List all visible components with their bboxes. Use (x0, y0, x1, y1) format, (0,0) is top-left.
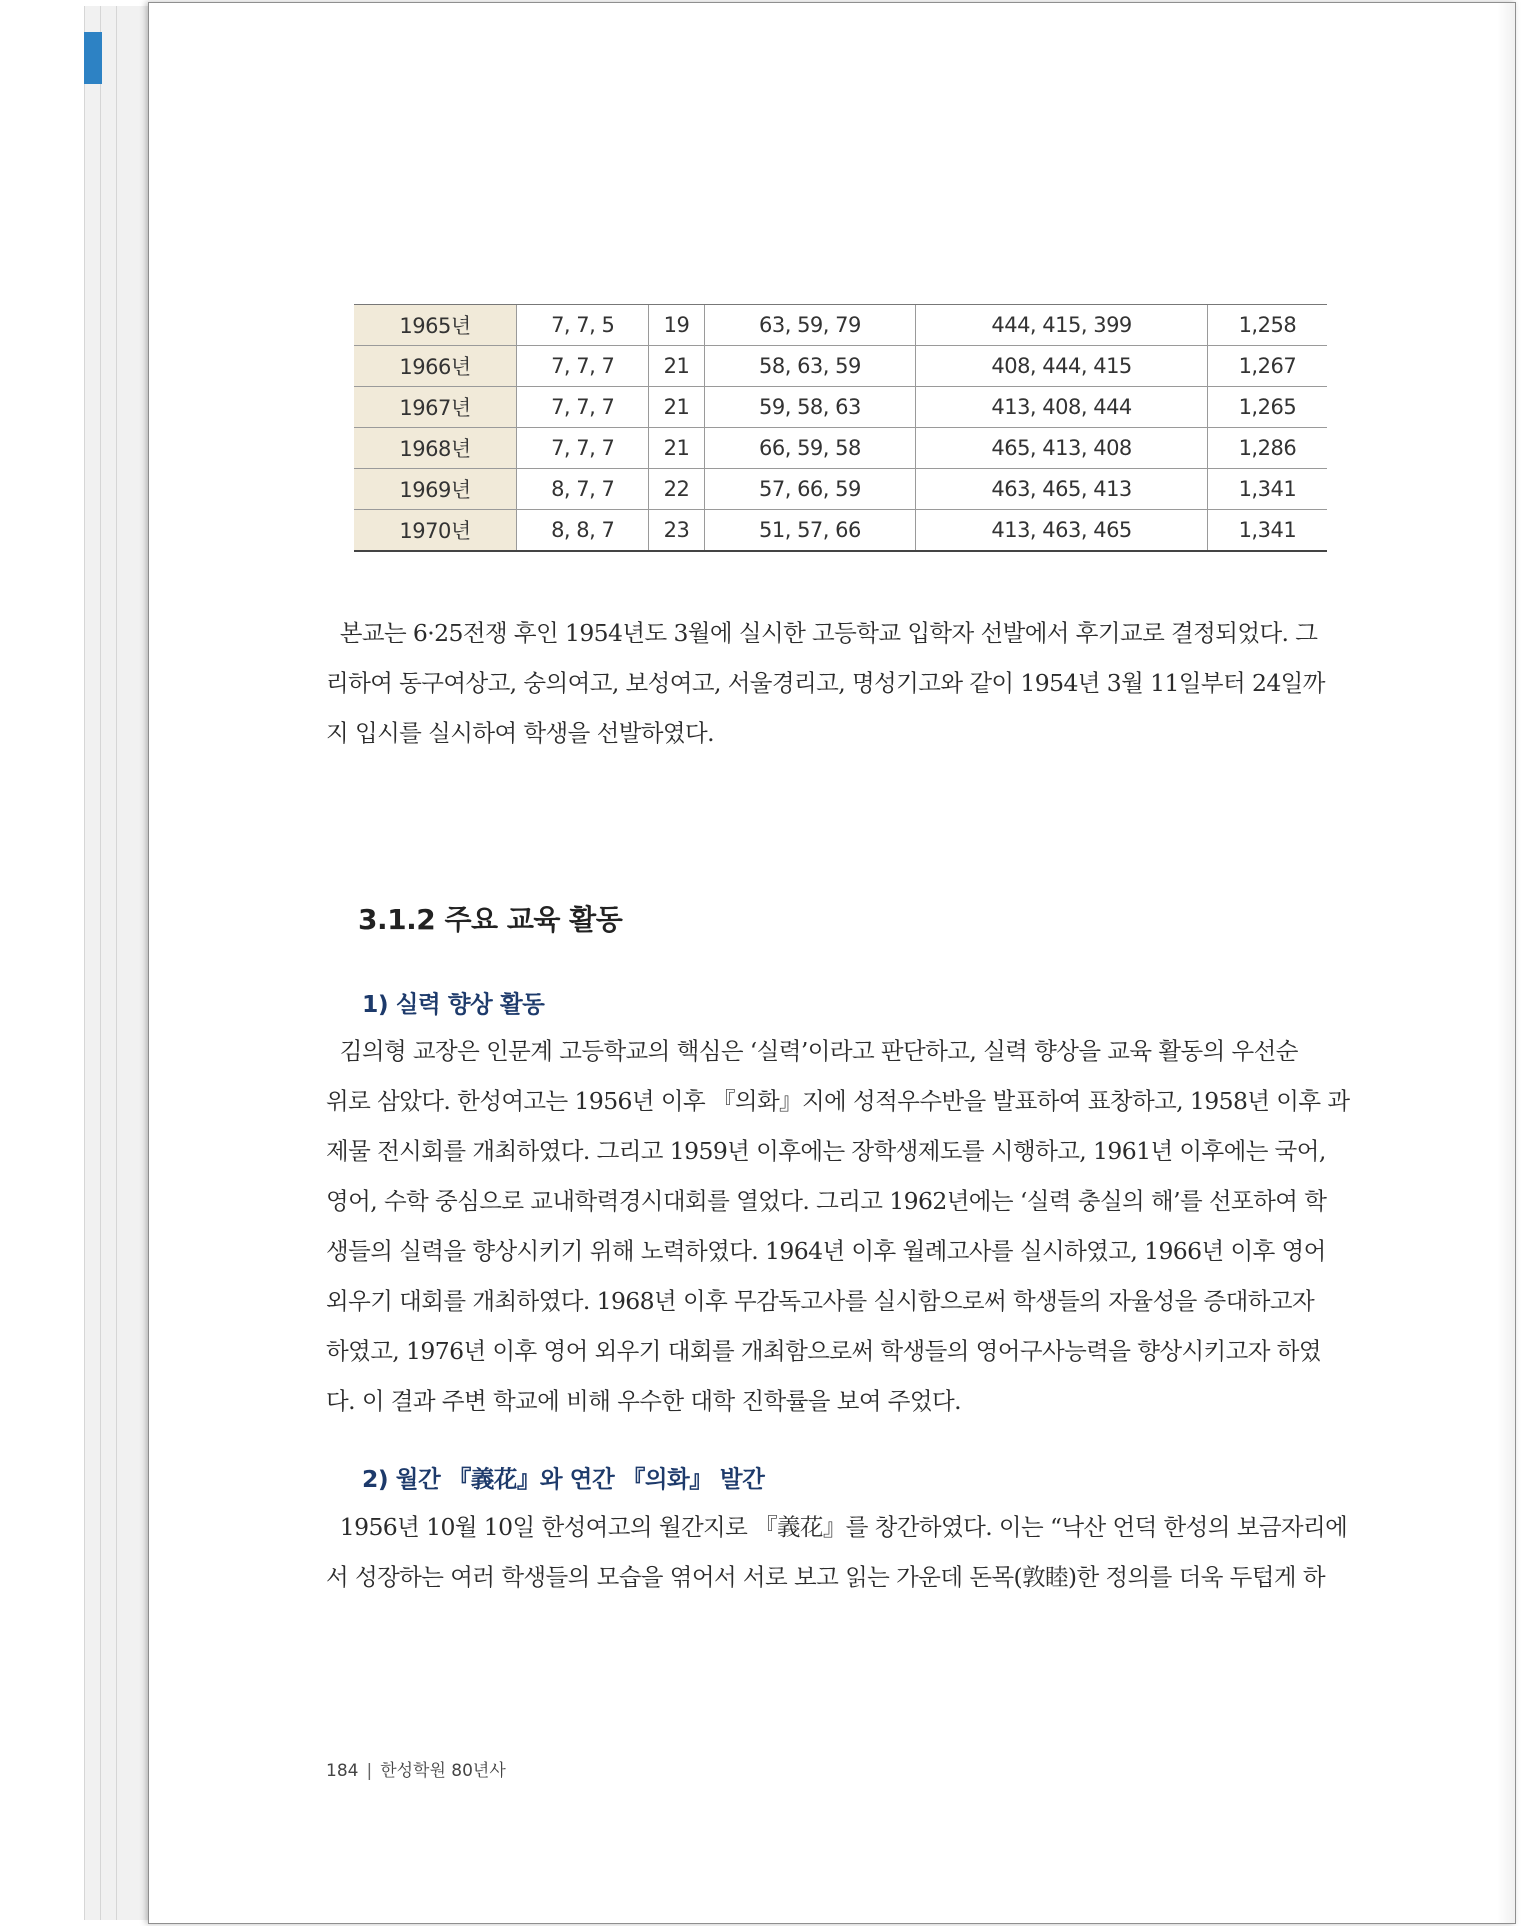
year-cell: 1965년 (354, 305, 517, 346)
table-row (354, 510, 1327, 552)
paragraph-line: 생들의 실력을 향상시키기 위해 노력하였다. 1964년 이후 월례고사를 실시하였고, 1966년 이후 영어 (326, 1237, 1326, 1265)
paragraph-line: 1956년 10월 10일 한성여고의 월간지로 『義花』를 창간하였다. 이는 “낙산 언덕 한성의 보금자리에 (326, 1513, 1348, 1541)
paragraph-line: 위로 삼았다. 한성여고는 1956년 이후 『의화』지에 성적우수반을 발표하여 표창하고, 1958년 이후 과 (326, 1087, 1350, 1115)
subsection-1-paragraph (326, 1026, 1356, 1426)
table-cell: 413, 408, 444 (916, 387, 1207, 428)
table-cell: 7, 7, 7 (517, 387, 649, 428)
table-cell: 8, 7, 7 (517, 469, 649, 510)
page-footer (326, 1756, 506, 1781)
book-page (148, 2, 1516, 1924)
footer-separator: | (366, 1761, 373, 1781)
year-cell: 1968년 (354, 428, 517, 469)
section-title: 3.1.2 주요 교육 활동 (358, 903, 623, 936)
table-cell: 22 (649, 469, 704, 510)
table-cell: 21 (649, 387, 704, 428)
paragraph-line: 다. 이 결과 주변 학교에 비해 우수한 대학 진학률을 보여 주었다. (326, 1387, 961, 1415)
table-cell: 8, 8, 7 (517, 510, 649, 552)
year-cell: 1967년 (354, 387, 517, 428)
paragraph-line: 본교는 6·25전쟁 후인 1954년도 3월에 실시한 고등학교 입학자 선발에서 후기교로 결정되었다. 그 (326, 619, 1318, 647)
table-cell: 1,258 (1207, 305, 1327, 346)
table-cell: 413, 463, 465 (916, 510, 1207, 552)
table-row (354, 469, 1327, 510)
table-cell: 57, 66, 59 (704, 469, 916, 510)
table-cell: 7, 7, 7 (517, 428, 649, 469)
table-cell: 7, 7, 7 (517, 346, 649, 387)
table-cell: 444, 415, 399 (916, 305, 1207, 346)
table-cell: 59, 58, 63 (704, 387, 916, 428)
page-number: 184 (326, 1761, 359, 1781)
paragraph-line: 외우기 대회를 개최하였다. 1968년 이후 무감독고사를 실시함으로써 학생들의 자율성을 증대하고자 (326, 1287, 1315, 1315)
table-row (354, 305, 1327, 346)
table-cell: 21 (649, 346, 704, 387)
paragraph-line: 서 성장하는 여러 학생들의 모습을 엮어서 서로 보고 읽는 가운데 돈목(敦睦)한 정의를 더욱 두텁게 하 (326, 1563, 1325, 1591)
table-cell: 1,265 (1207, 387, 1327, 428)
table-cell: 408, 444, 415 (916, 346, 1207, 387)
table-cell: 66, 59, 58 (704, 428, 916, 469)
table-row (354, 428, 1327, 469)
book-title: 한성학원 80년사 (380, 1761, 506, 1781)
subsection-2-paragraph (326, 1502, 1356, 1602)
table-cell: 1,341 (1207, 510, 1327, 552)
subsection-title-1: 1) 실력 향상 활동 (362, 990, 545, 1018)
page-shadow (1497, 3, 1515, 1923)
table-cell: 7, 7, 5 (517, 305, 649, 346)
year-cell: 1966년 (354, 346, 517, 387)
paragraph-line: 지 입시를 실시하여 학생을 선발하였다. (326, 719, 714, 747)
book-page-edges (84, 6, 150, 1920)
paragraph-line: 하였고, 1976년 이후 영어 외우기 대회를 개최함으로써 학생들의 영어구사능력을 향상시키고자 하였 (326, 1337, 1321, 1365)
edge-page-front (116, 6, 150, 1920)
table-cell: 19 (649, 305, 704, 346)
chapter-tab-marker (84, 32, 102, 84)
table-cell: 1,341 (1207, 469, 1327, 510)
table-cell: 51, 57, 66 (704, 510, 916, 552)
year-cell: 1969년 (354, 469, 517, 510)
table-cell: 463, 465, 413 (916, 469, 1207, 510)
table-row (354, 346, 1327, 387)
year-cell: 1970년 (354, 510, 517, 552)
table-cell: 1,267 (1207, 346, 1327, 387)
subsection-title-2: 2) 월간 『義花』와 연간 『의화』 발간 (362, 1465, 765, 1493)
table-cell: 21 (649, 428, 704, 469)
table-row (354, 387, 1327, 428)
paragraph-line: 영어, 수학 중심으로 교내학력경시대회를 열었다. 그리고 1962년에는 ‘실력 충실의 해’를 선포하여 학 (326, 1187, 1327, 1215)
table-cell: 63, 59, 79 (704, 305, 916, 346)
table-cell: 465, 413, 408 (916, 428, 1207, 469)
paragraph-line: 김의형 교장은 인문계 고등학교의 핵심은 ‘실력’이라고 판단하고, 실력 향상을 교육 활동의 우선순 (326, 1037, 1298, 1065)
paragraph-line: 제물 전시회를 개최하였다. 그리고 1959년 이후에는 장학생제도를 시행하고, 1961년 이후에는 국어, (326, 1137, 1326, 1165)
table-cell: 58, 63, 59 (704, 346, 916, 387)
enrollment-table (354, 304, 1327, 552)
paragraph-line: 리하여 동구여상고, 숭의여고, 보성여고, 서울경리고, 명성기고와 같이 1954년 3월 11일부터 24일까 (326, 669, 1325, 697)
table-cell: 23 (649, 510, 704, 552)
intro-paragraph (326, 608, 1356, 758)
table-cell: 1,286 (1207, 428, 1327, 469)
